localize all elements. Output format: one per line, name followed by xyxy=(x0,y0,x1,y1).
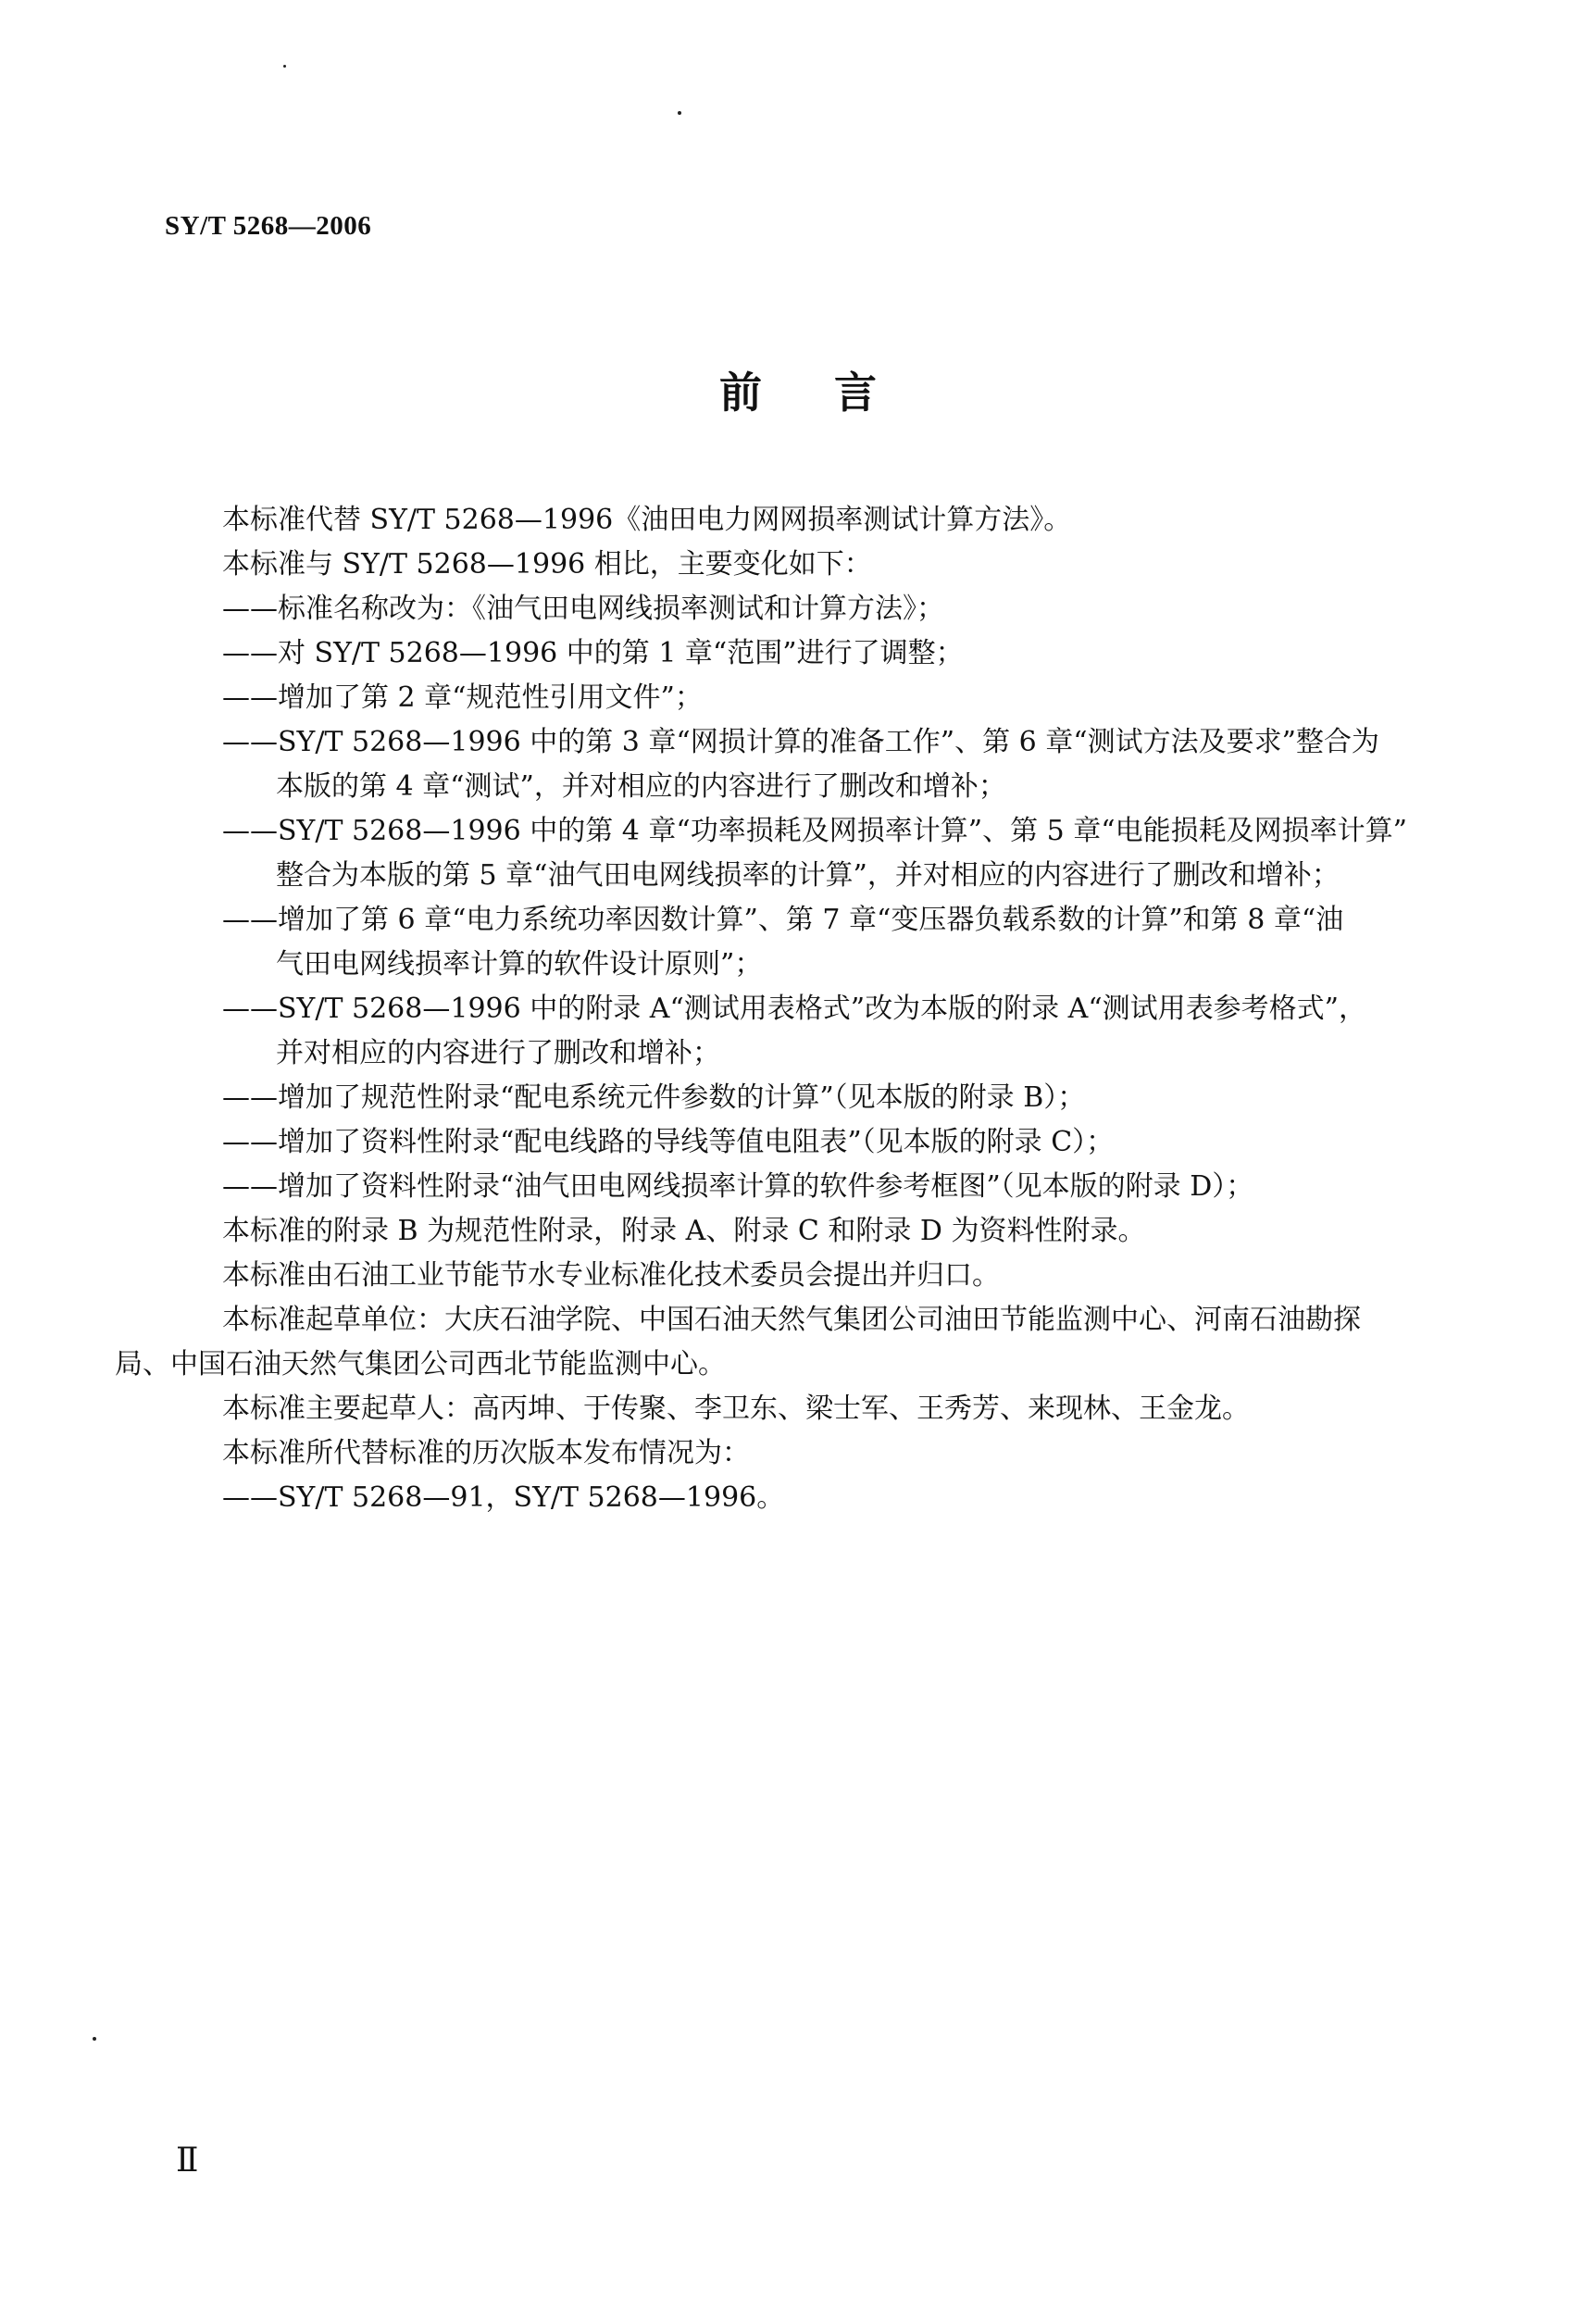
change-item xyxy=(168,987,1446,1076)
change-item-text: ——增加了资料性附录“油气田电网线损率计算的软件参考框图”（见本版的附录 D）； xyxy=(222,1170,1254,1203)
paragraph: 本标准与 SY/T 5268—1996 相比，主要变化如下： xyxy=(222,548,872,581)
change-item xyxy=(168,631,1446,676)
change-item-text: ——增加了第 2 章“规范性引用文件”； xyxy=(222,681,703,714)
change-item xyxy=(168,898,1446,987)
change-item-text: ——对 SY/T 5268—1996 中的第 1 章“范围”进行了调整； xyxy=(222,637,964,669)
change-item-text: ——增加了第 6 章“电力系统功率因数计算”、第 7 章“变压器负载系数的计算”和第 8 章“油 xyxy=(222,904,1344,936)
change-item xyxy=(168,1120,1446,1165)
page-title: 前言 xyxy=(719,368,949,418)
change-item-continuation: 气田电网线损率计算的软件设计原则”； xyxy=(276,948,763,981)
change-item xyxy=(168,587,1446,631)
scan-speck xyxy=(93,2037,96,2041)
change-item-text: ——SY/T 5268—1996 中的第 4 章“功率损耗及网损率计算”、第 5 章“电能损耗及网损率计算” xyxy=(222,815,1407,847)
scan-speck xyxy=(283,65,286,68)
change-item-text: ——SY/T 5268—1996 中的第 3 章“网损计算的准备工作”、第 6 章“测试方法及要求”整合为 xyxy=(222,726,1379,758)
change-item-continuation: 并对相应的内容进行了删改和增补； xyxy=(276,1037,720,1069)
change-item-continuation: 本版的第 4 章“测试”，并对相应的内容进行了删改和增补； xyxy=(276,770,1006,803)
paragraph: 本标准所代替标准的历次版本发布情况为： xyxy=(222,1437,750,1469)
change-item xyxy=(168,1076,1446,1120)
history-item: ——SY/T 5268—91，SY/T 5268—1996。 xyxy=(222,1481,785,1514)
standard-code: SY/T 5268—2006 xyxy=(165,211,372,241)
change-item-text: ——增加了规范性附录“配电系统元件参数的计算”（见本版的附录 B）； xyxy=(222,1081,1086,1114)
change-item-text: ——标准名称改为：《油气田电网线损率测试和计算方法》； xyxy=(222,593,944,625)
change-item-text: ——SY/T 5268—1996 中的附录 A“测试用表格式”改为本版的附录 A“测试用表参考格式”， xyxy=(222,993,1366,1025)
paragraph: 本标准由石油工业节能节水专业标准化技术委员会提出并归口。 xyxy=(222,1259,1000,1292)
document-body xyxy=(115,498,1446,1520)
paragraph: 本标准起草单位：大庆石油学院、中国石油天然气集团公司油田节能监测中心、河南石油勘探局、中国石油天然气集团公司西北节能监测中心。 xyxy=(115,1304,1361,1380)
change-item xyxy=(168,1165,1446,1209)
paragraph: 本标准的附录 B 为规范性附录，附录 A、附录 C 和附录 D 为资料性附录。 xyxy=(222,1215,1146,1247)
scan-speck xyxy=(678,111,681,115)
change-item-continuation: 整合为本版的第 5 章“油气田电网线损率的计算”，并对相应的内容进行了删改和增补； xyxy=(276,859,1340,892)
paragraph: 本标准主要起草人：高丙坤、于传聚、李卫东、梁士军、王秀芳、来现林、王金龙。 xyxy=(222,1393,1250,1425)
page-number: Ⅱ xyxy=(176,2142,199,2179)
change-item xyxy=(168,676,1446,720)
change-item xyxy=(168,809,1446,898)
change-item xyxy=(168,720,1446,809)
paragraph: 本标准代替 SY/T 5268—1996《油田电力网网损率测试计算方法》。 xyxy=(222,504,1072,536)
change-item-text: ——增加了资料性附录“配电线路的导线等值电阻表”（见本版的附录 C）； xyxy=(222,1126,1115,1158)
